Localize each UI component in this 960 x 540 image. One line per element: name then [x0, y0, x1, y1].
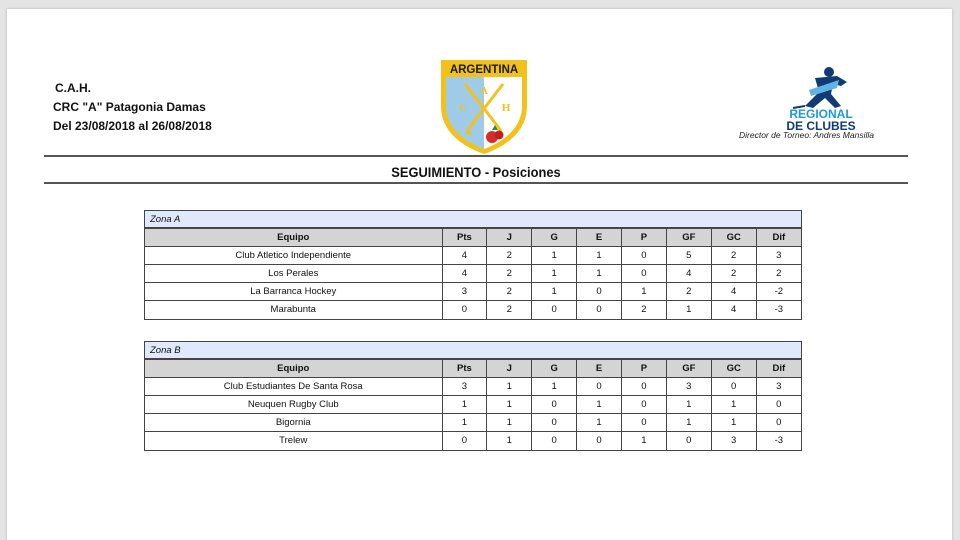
col-pts: Pts [442, 360, 487, 378]
p: 0 [622, 396, 667, 414]
dif: -3 [756, 432, 801, 450]
dif: 3 [756, 247, 801, 265]
dif: -2 [756, 283, 801, 301]
gf: 4 [666, 265, 711, 283]
gc: 2 [711, 265, 756, 283]
team-name: La Barranca Hockey [145, 283, 442, 301]
col-g: G [532, 360, 577, 378]
col-p: P [622, 360, 667, 378]
argentina-hockey-logo [437, 56, 531, 156]
gc: 1 [711, 414, 756, 432]
p: 2 [622, 301, 667, 319]
g: 0 [532, 301, 577, 319]
col-equipo: Equipo [145, 229, 442, 247]
header-row [145, 360, 801, 378]
table-row [145, 265, 801, 283]
zone-b-table [144, 341, 802, 451]
svg-text:A: A [480, 85, 488, 97]
col-gf: GF [666, 360, 711, 378]
e: 1 [577, 396, 622, 414]
e: 0 [577, 432, 622, 450]
gf: 0 [666, 432, 711, 450]
p: 0 [622, 378, 667, 396]
dif: 3 [756, 378, 801, 396]
zone-title: Zona A [145, 211, 801, 228]
col-p: P [622, 229, 667, 247]
j: 1 [487, 378, 532, 396]
g: 0 [532, 432, 577, 450]
p: 0 [622, 414, 667, 432]
col-dif: Dif [756, 360, 801, 378]
org-name: C.A.H. [55, 81, 91, 95]
j: 1 [487, 396, 532, 414]
table-row [145, 301, 801, 319]
pts: 3 [442, 283, 487, 301]
j: 2 [487, 283, 532, 301]
svg-text:C: C [459, 102, 467, 114]
team-name: Neuquen Rugby Club [145, 396, 442, 414]
regional-de-clubes-logo [775, 66, 867, 132]
team-name: Trelew [145, 432, 442, 450]
standings-table [145, 228, 801, 319]
dif: 0 [756, 396, 801, 414]
organization-info [53, 79, 212, 136]
gf: 1 [666, 396, 711, 414]
zone-title: Zona B [145, 342, 801, 359]
gf: 2 [666, 283, 711, 301]
dif: 0 [756, 414, 801, 432]
col-j: J [487, 229, 532, 247]
pts: 4 [442, 247, 487, 265]
gc: 3 [711, 432, 756, 450]
gf: 1 [666, 414, 711, 432]
svg-text:REGIONAL: REGIONAL [789, 107, 853, 121]
g: 0 [532, 414, 577, 432]
g: 1 [532, 265, 577, 283]
standings-table [145, 359, 801, 450]
pts: 4 [442, 265, 487, 283]
zone-a-table [144, 210, 802, 320]
gc: 4 [711, 301, 756, 319]
dif: -3 [756, 301, 801, 319]
col-gc: GC [711, 360, 756, 378]
svg-text:DE CLUBES: DE CLUBES [786, 119, 856, 132]
pts: 1 [442, 396, 487, 414]
col-dif: Dif [756, 229, 801, 247]
pts: 0 [442, 432, 487, 450]
g: 1 [532, 283, 577, 301]
gc: 4 [711, 283, 756, 301]
gc: 2 [711, 247, 756, 265]
divider-top [44, 155, 908, 157]
j: 1 [487, 414, 532, 432]
col-pts: Pts [442, 229, 487, 247]
gf: 1 [666, 301, 711, 319]
team-name: Club Atletico Independiente [145, 247, 442, 265]
gc: 0 [711, 378, 756, 396]
col-j: J [487, 360, 532, 378]
tournament-director: Director de Torneo: Andres Mansilla [739, 130, 874, 140]
col-e: E [577, 360, 622, 378]
gc: 1 [711, 396, 756, 414]
dif: 2 [756, 265, 801, 283]
col-equipo: Equipo [145, 360, 442, 378]
table-row [145, 283, 801, 301]
col-g: G [532, 229, 577, 247]
tournament-dates: Del 23/08/2018 al 26/08/2018 [53, 119, 212, 133]
table-row [145, 432, 801, 450]
col-gc: GC [711, 229, 756, 247]
pts: 1 [442, 414, 487, 432]
team-name: Bigornia [145, 414, 442, 432]
col-gf: GF [666, 229, 711, 247]
p: 1 [622, 283, 667, 301]
gf: 3 [666, 378, 711, 396]
team-name: Los Perales [145, 265, 442, 283]
e: 1 [577, 414, 622, 432]
e: 0 [577, 378, 622, 396]
page-title: SEGUIMIENTO - Posiciones [391, 164, 561, 180]
e: 1 [577, 247, 622, 265]
team-name: Marabunta [145, 301, 442, 319]
team-name: Club Estudiantes De Santa Rosa [145, 378, 442, 396]
e: 1 [577, 265, 622, 283]
p: 0 [622, 247, 667, 265]
p: 0 [622, 265, 667, 283]
gf: 5 [666, 247, 711, 265]
table-row [145, 414, 801, 432]
j: 1 [487, 432, 532, 450]
g: 0 [532, 396, 577, 414]
p: 1 [622, 432, 667, 450]
svg-text:H: H [501, 102, 511, 114]
svg-text:ARGENTINA: ARGENTINA [449, 64, 519, 76]
table-row [145, 396, 801, 414]
j: 2 [487, 247, 532, 265]
pts: 3 [442, 378, 487, 396]
pts: 0 [442, 301, 487, 319]
g: 1 [532, 378, 577, 396]
e: 0 [577, 283, 622, 301]
table-row [145, 378, 801, 396]
j: 2 [487, 301, 532, 319]
tournament-name: CRC "A" Patagonia Damas [53, 100, 206, 114]
header-row [145, 229, 801, 247]
j: 2 [487, 265, 532, 283]
e: 0 [577, 301, 622, 319]
divider-bottom [44, 182, 908, 184]
table-row [145, 247, 801, 265]
col-e: E [577, 229, 622, 247]
g: 1 [532, 247, 577, 265]
